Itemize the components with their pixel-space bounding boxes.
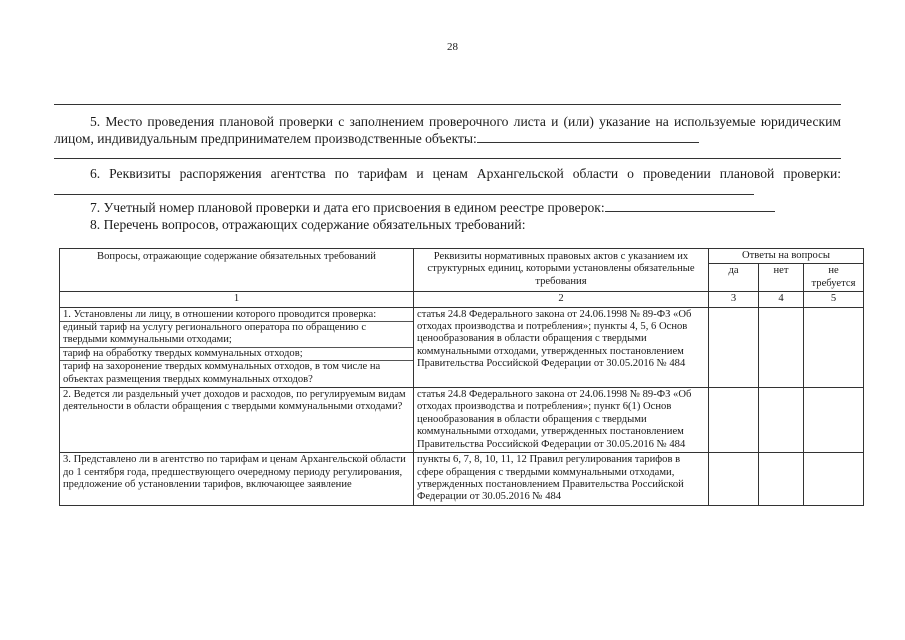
section-7-text: 7. Учетный номер плановой проверки и дата его присвоения в едином реестре проверок: (90, 200, 605, 215)
requisites-cell: статья 24.8 Федерального закона от 24.06.1998 № 89-ФЗ «Об отходах производства и потребления»; пункт 6(1) Основ ценообразования в области обращения с твердыми коммунальными отходами, утвержденных постановлением Правительства Российской Федерации от 30.05.2016 № 484 (414, 388, 709, 453)
answer-no-cell[interactable] (759, 307, 804, 387)
fill-line (54, 158, 841, 159)
requisites-cell: статья 24.8 Федерального закона от 24.06.1998 № 89-ФЗ «Об отходах производства и потребления»; пункты 4, 5, 6 Основ ценообразования в области обращения с твердыми коммунальными отходами, утвержденных постановлением Правительства Российской Федерации от 30.05.2016 № 484 (414, 307, 709, 387)
column-number: 2 (414, 292, 709, 307)
question-text: 1. Установлены ли лицу, в отношении которого проводится проверка: (63, 308, 377, 320)
answer-yes-cell[interactable] (709, 307, 759, 387)
fill-line (54, 182, 754, 195)
header-yes: да (709, 264, 759, 292)
page-number: 28 (447, 41, 458, 53)
column-number: 3 (709, 292, 759, 307)
column-number: 1 (60, 292, 414, 307)
answer-no-cell[interactable] (759, 388, 804, 453)
section-5-text: 5. Место проведения плановой проверки с заполнением проверочного листа и (или) указание на используемые юридическим лицом, индивидуальным предпринимателем производственные объекты: (54, 114, 841, 146)
header-no: нет (759, 264, 804, 292)
fill-line (54, 104, 841, 105)
column-number-row (60, 292, 864, 307)
question-cell: 2. Ведется ли раздельный учет доходов и расходов, по регулируемым видам деятельности в области обращения с твердыми коммунальными отходами? (60, 388, 414, 453)
question-subitem: тариф на обработку твердых коммунальных отходов; (60, 347, 413, 360)
question-cell (60, 307, 414, 387)
answer-no-cell[interactable] (759, 453, 804, 506)
header-not-required: не требуется (804, 264, 864, 292)
question-subitem: единый тариф на услугу регионального оператора по обращению с твердыми коммунальными отходами; (60, 321, 413, 347)
section-8 (54, 216, 841, 233)
answer-not-required-cell[interactable] (804, 307, 864, 387)
header-answers: Ответы на вопросы (709, 249, 864, 264)
answer-yes-cell[interactable] (709, 388, 759, 453)
table-row (60, 453, 864, 506)
section-6 (54, 165, 841, 199)
table-row (60, 307, 864, 387)
section-5 (54, 113, 841, 147)
answer-yes-cell[interactable] (709, 453, 759, 506)
column-number: 5 (804, 292, 864, 307)
section-6-text: 6. Реквизиты распоряжения агентства по тарифам и ценам Архангельской области о проведении плановой проверки: (90, 166, 841, 181)
header-requisites: Реквизиты нормативных правовых актов с указанием их структурных единиц, которыми установлены обязательные требования (414, 249, 709, 292)
section-8-text: 8. Перечень вопросов, отражающих содержание обязательных требований: (90, 217, 526, 232)
answer-not-required-cell[interactable] (804, 388, 864, 453)
fill-line (605, 199, 775, 212)
answer-not-required-cell[interactable] (804, 453, 864, 506)
section-7 (54, 199, 841, 216)
column-number: 4 (759, 292, 804, 307)
question-subitem: тариф на захоронение твердых коммунальных отходов, в том числе на объектах размещения твердых коммунальных отходов? (60, 360, 413, 386)
table-row (60, 388, 864, 453)
header-questions: Вопросы, отражающие содержание обязательных требований (60, 249, 414, 292)
requisites-cell: пункты 6, 7, 8, 10, 11, 12 Правил регулирования тарифов в сфере обращения с твердыми коммунальными отходами, утвержденных постановлением Правительства Российской Федерации от 30.05.2016 № 484 (414, 453, 709, 506)
fill-line (477, 130, 699, 143)
question-cell: 3. Представлено ли в агентство по тарифам и ценам Архангельской области до 1 сентября года, предшествующего очередному периоду регулирования, предложение об установлении тарифов, включающее заявление (60, 453, 414, 506)
requirements-table (59, 248, 864, 506)
table-header-row (60, 249, 864, 264)
